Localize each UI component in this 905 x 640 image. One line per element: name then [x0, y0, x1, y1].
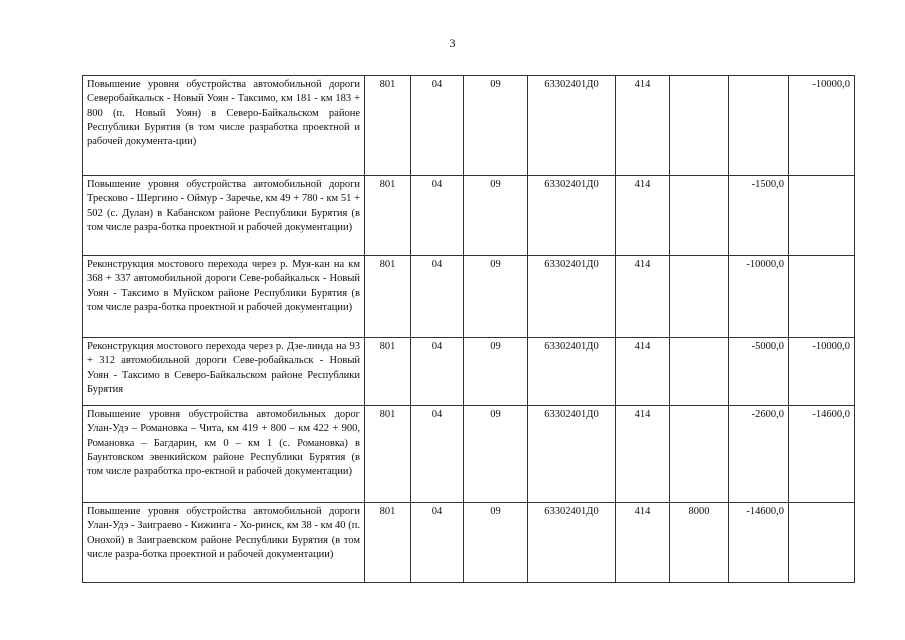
target-article-code: 63302401Д0	[528, 503, 616, 583]
expense-type-code: 414	[616, 76, 670, 176]
table-row	[83, 503, 855, 583]
amount-col-1: 8000	[670, 503, 729, 583]
amount-col-3	[789, 256, 855, 338]
section-code: 04	[411, 406, 464, 503]
row-description: Реконструкция мостового перехода через р. Муя-кан на км 368 + 337 автомобильной дороги Севе-робайкальск - Новый Уоян - Таксимо в Муйском районе Республики Бурятия (в том числе разра-ботка проектной и рабочей документации)	[83, 256, 365, 338]
target-article-code: 63302401Д0	[528, 176, 616, 256]
target-article-code: 63302401Д0	[528, 256, 616, 338]
subsection-code: 09	[464, 503, 528, 583]
page-number: 3	[449, 36, 456, 50]
row-description: Повышение уровня обустройства автомобильной дороги Тресково - Шергино - Оймур - Заречье, км 49 + 780 - км 51 + 502 (с. Дулан) в Кабанском районе Республики Бурятия (в том числе разра-ботка проектной и рабочей документации)	[83, 176, 365, 256]
row-description: Повышение уровня обустройства автомобильной дороги Улан-Удэ - Заиграево - Кижинга - Хо-ринск, км 38 - км 40 (п. Онохой) в Заиграевском районе Республики Бурятия (в том числе разра-ботка проектной и рабочей документации)	[83, 503, 365, 583]
table-row	[83, 176, 855, 256]
amount-col-1	[670, 176, 729, 256]
ministry-code: 801	[365, 176, 411, 256]
amount-col-3: -10000,0	[789, 338, 855, 406]
amount-col-3	[789, 176, 855, 256]
subsection-code: 09	[464, 256, 528, 338]
subsection-code: 09	[464, 76, 528, 176]
ministry-code: 801	[365, 503, 411, 583]
subsection-code: 09	[464, 406, 528, 503]
expense-type-code: 414	[616, 338, 670, 406]
expense-type-code: 414	[616, 503, 670, 583]
section-code: 04	[411, 76, 464, 176]
amount-col-1	[670, 76, 729, 176]
row-description: Повышение уровня обустройства автомобильной дороги Северобайкальск - Новый Уоян - Таксимо, км 181 - км 183 + 800 (п. Новый Уоян) в Северо-Байкальском районе Республики Бурятия (в том числе разработка проектной и рабочей документа-ции)	[83, 76, 365, 176]
section-code: 04	[411, 503, 464, 583]
amount-col-2: -1500,0	[729, 176, 789, 256]
amount-col-2: -14600,0	[729, 503, 789, 583]
amount-col-2: -5000,0	[729, 338, 789, 406]
subsection-code: 09	[464, 338, 528, 406]
amount-col-2: -2600,0	[729, 406, 789, 503]
amount-col-2: -10000,0	[729, 256, 789, 338]
target-article-code: 63302401Д0	[528, 338, 616, 406]
expense-type-code: 414	[616, 406, 670, 503]
subsection-code: 09	[464, 176, 528, 256]
table-row	[83, 76, 855, 176]
table-row	[83, 406, 855, 503]
target-article-code: 63302401Д0	[528, 406, 616, 503]
ministry-code: 801	[365, 406, 411, 503]
section-code: 04	[411, 338, 464, 406]
amount-col-3: -10000,0	[789, 76, 855, 176]
section-code: 04	[411, 256, 464, 338]
amount-col-1	[670, 406, 729, 503]
expense-type-code: 414	[616, 176, 670, 256]
row-description: Реконструкция мостового перехода через р. Дзе-линда на 93 + 312 автомобильной дороги Севе-робайкальск - Новый Уоян - Таксимо в Северо-Байкальском районе Республики Бурятия	[83, 338, 365, 406]
row-description: Повышение уровня обустройства автомобильных дорог Улан-Удэ – Романовка – Чита, км 419 + 800 – км 422 + 900, Романовка – Багдарин, км 0 – км 1 (с. Романовка) в Баунтовском эвенкийском районе Республики Бурятия (в том числе разработка про-ектной и рабочей документации)	[83, 406, 365, 503]
target-article-code: 63302401Д0	[528, 76, 616, 176]
amount-col-3	[789, 503, 855, 583]
ministry-code: 801	[365, 338, 411, 406]
budget-table	[82, 75, 855, 583]
amount-col-1	[670, 256, 729, 338]
amount-col-3: -14600,0	[789, 406, 855, 503]
table-row	[83, 256, 855, 338]
ministry-code: 801	[365, 256, 411, 338]
expense-type-code: 414	[616, 256, 670, 338]
ministry-code: 801	[365, 76, 411, 176]
amount-col-1	[670, 338, 729, 406]
amount-col-2	[729, 76, 789, 176]
table-row	[83, 338, 855, 406]
section-code: 04	[411, 176, 464, 256]
